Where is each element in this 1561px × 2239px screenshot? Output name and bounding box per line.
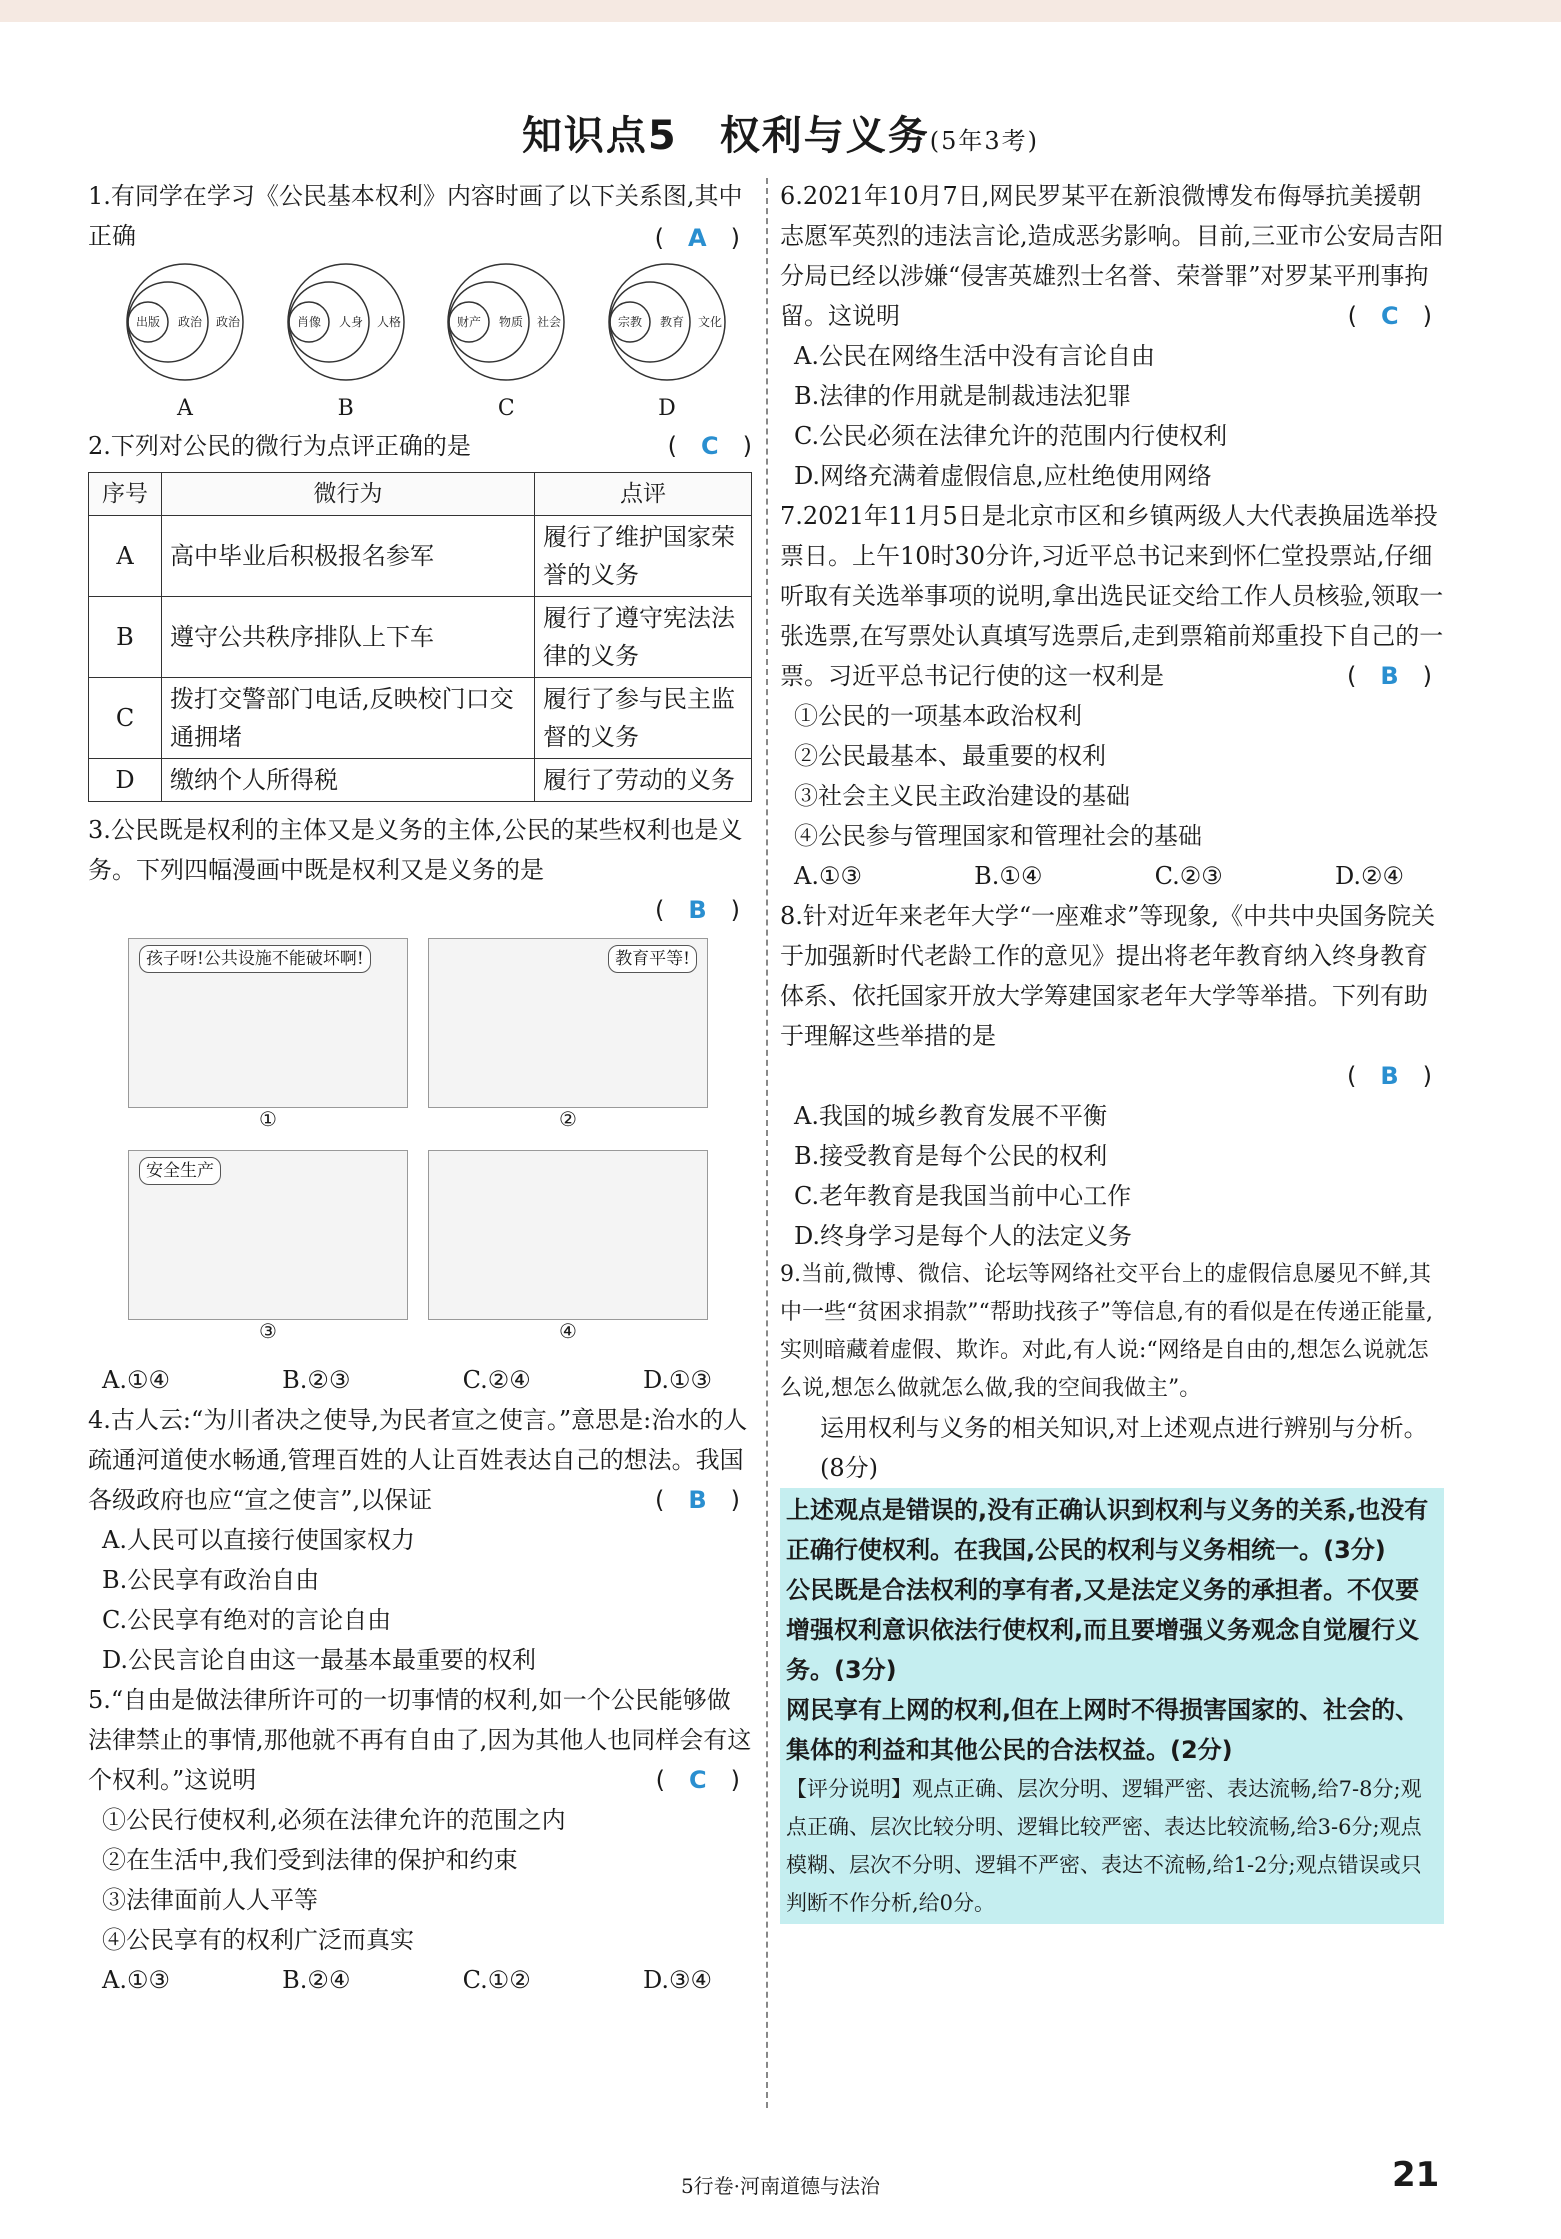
svg-text:文化: 文化 [697,315,722,329]
svg-text:政治: 政治 [177,315,203,329]
question-2 [88,426,752,802]
svg-text:出版: 出版 [135,315,161,329]
diagram-label: B [337,396,354,421]
page-subtitle: (5年3考) [929,127,1040,155]
cartoon-3 [128,1150,408,1356]
answer-badge: ( B ) [654,1486,740,1514]
nested-circles-icon [431,262,581,382]
nested-circles-icon [110,262,260,382]
answer-badge: ( C ) [655,1766,740,1794]
page-number: 21 [1392,2155,1440,2195]
speech-bubble: 孩子呀!公共设施不能破坏啊! [139,945,371,973]
cartoon-number: ① [259,1107,277,1131]
speech-bubble: 安全生产 [139,1157,221,1185]
grading-note: 【评分说明】观点正确、层次分明、逻辑严密、表达流畅,给7-8分;观点正确、层次比较分明、逻辑比较严密、表达比较流畅,给3-6分;观点模糊、层次不分明、逻辑不严密、表达不流畅,给1-2分;观点错误或只判断不作分析,给0分。 [786,1777,1422,1915]
svg-text:宗教: 宗教 [617,315,642,329]
question-stem: 3.公民既是权利的主体又是义务的主体,公民的某些权利也是义务。下列四幅漫画中既是权利又是义务的是 [88,816,743,884]
relation-diagrams [88,258,752,424]
cartoon-grid [88,930,708,1360]
question-stem: 9.当前,微博、微信、论坛等网络社交平台上的虚假信息屡见不鲜,其中一些“贫困求捐款”“帮助找孩子”等信息,有的看似是在传递正能量,实则暗藏着虚假、欺诈。对此,有人说:“网络是自由的,想怎么说就怎么说,想怎么做就怎么做,我的空间我做主”。 [780,1262,1433,1401]
question-stem: 4.古人云:“为川者决之使导,为民者宣之使言。”意思是:治水的人疏通河道使水畅通,管理百姓的人让百姓表达自己的想法。我国各级政府也应“宣之使言”,以保证 [88,1406,748,1514]
question-stem: 2.下列对公民的微行为点评正确的是 [88,432,471,460]
diagram-c [431,262,581,424]
diagram-b [271,262,421,424]
diagram-a [110,262,260,424]
cartoon-4 [428,1150,708,1356]
question-stem: 6.2021年10月7日,网民罗某平在新浪微博发布侮辱抗美援朝志愿军英烈的违法言论,造成恶劣影响。目前,三亚市公安局吉阳分局已经以涉嫌“侵害英雄烈士名誉、荣誉罪”对罗某平刑事拘留。这说明 [780,182,1444,330]
question-stem: 5.“自由是做法律所许可的一切事情的权利,如一个公民能够做法律禁止的事情,那他就不再有自由了,因为其他人也同样会有这个权利。”这说明 [88,1686,752,1794]
answer-paragraph: 上述观点是错误的,没有正确认识到权利与义务的关系,也没有正确行使权利。在我国,公民的权利与义务相统一。(3分) [786,1496,1429,1564]
answer-badge: ( B ) [654,896,740,924]
answer-highlight [780,1488,1444,1924]
cartoon-1 [128,938,408,1144]
question-stem: 8.针对近年来老年大学“一座难求”等现象,《中共中央国务院关于加强新时代老龄工作的意见》提出将老年教育纳入终身教育体系、依托国家开放大学筹建国家老年大学等举措。下列有助于理解这些举措的是 [780,902,1436,1050]
diagram-label: C [497,396,515,421]
cartoon-number: ③ [259,1319,277,1343]
answer-paragraph: 公民既是合法权利的享有者,又是法定义务的承担者。不仅要增强权利意识依法行使权利,而且要增强义务观念自觉履行义务。(3分) [786,1576,1420,1684]
svg-text:教育: 教育 [659,315,684,329]
svg-text:人身: 人身 [338,315,363,329]
diagram-label: A [177,396,193,421]
question-9 [780,1256,1444,1924]
answer-paragraph: 网民享有上网的权利,但在上网时不得损害国家的、社会的、集体的利益和其他公民的合法权益。(2分) [786,1696,1420,1764]
options-row: A.①③ B.①④ C.②③ D.②④ [794,862,1404,890]
svg-text:肖像: 肖像 [296,315,321,329]
answer-badge: ( C ) [1347,302,1432,330]
svg-text:政治: 政治 [215,315,241,329]
speech-bubble: 教育平等! [608,945,697,973]
answer-badge: ( B ) [1346,1062,1432,1090]
answer-badge: ( B ) [1346,662,1432,690]
svg-text:社会: 社会 [537,315,562,329]
svg-text:财产: 财产 [457,315,482,329]
nested-circles-icon [271,262,421,382]
answer-badge: ( C ) [667,432,752,460]
answer-badge: ( A ) [654,224,740,252]
task-prompt: 运用权利与义务的相关知识,对上述观点进行辨别与分析。(8分) [820,1414,1428,1482]
table-row: C 拨打交警部门电话,反映校门口交通拥堵 履行了参与民主监督的义务 [89,678,752,759]
options-row: A.①③ B.②④ C.①② D.③④ [102,1966,712,1994]
top-band [0,0,1561,22]
diagram-d [592,262,742,424]
question-stem: 1.有同学在学习《公民基本权利》内容时画了以下关系图,其中正确 [88,182,743,250]
question-4: 4.古人云:“为川者决之使导,为民者宣之使言。”意思是:治水的人疏通河道使水畅通,管理百姓的人让百姓表达自己的想法。我国各级政府也应“宣之使言”,以保证 ( B ) A.人民可以直接行使国家权力 B.公民享有政治自由 C.公民享有绝对的言论自由 D.公民言论自由这一最基本最重要的权利 [88,1400,752,1680]
svg-text:物质: 物质 [499,315,524,329]
svg-text:人格: 人格 [376,315,401,329]
table-row: A 高中毕业后积极报名参军 履行了维护国家荣誉的义务 [89,516,752,597]
question-5: 5.“自由是做法律所许可的一切事情的权利,如一个公民能够做法律禁止的事情,那他就不再有自由了,因为其他人也同样会有这个权利。”这说明 ( C ) ①公民行使权利,必须在法律允许的范围之内 ②在生活中,我们受到法律的保护和约束 ③法律面前人人平等 ④公民享有的权利广泛而真实 A.①③ B.②④ C.①② D.③④ [88,1680,752,2000]
right-column [780,176,1444,1924]
page-title: 知识点5 权利与义务(5年3考) [521,113,1040,159]
cartoon-number: ② [559,1107,577,1131]
question-7: 7.2021年11月5日是北京市区和乡镇两级人大代表换届选举投票日。上午10时30分许,习近平总书记来到怀仁堂投票站,仔细听取有关选举事项的说明,拿出选民证交给工作人员核验,领取一张选票,在写票处认真填写选票后,走到票箱前郑重投下自己的一票。习近平总书记行使的这一权利是 ( B ) ①公民的一项基本政治权利 ②公民最基本、最重要的权利 ③社会主义民主政治建设的基础 ④公民参与管理国家和管理社会的基础 A.①③ B.①④ C.②③ D.②④ [780,496,1444,896]
question-8: 8.针对近年来老年大学“一座难求”等现象,《中共中央国务院关于加强新时代老龄工作的意见》提出将老年教育纳入终身教育体系、依托国家开放大学筹建国家老年大学等举措。下列有助于理解这些举措的是 ( B ) A.我国的城乡教育发展不平衡 B.接受教育是每个公民的权利 C.老年教育是我国当前中心工作 D.终身学习是每个人的法定义务 [780,896,1444,1256]
question-stem: 7.2021年11月5日是北京市区和乡镇两级人大代表换届选举投票日。上午10时30分许,习近平总书记来到怀仁堂投票站,仔细听取有关选举事项的说明,拿出选民证交给工作人员核验,领取一张选票,在写票处认真填写选票后,走到票箱前郑重投下自己的一票。习近平总书记行使的这一权利是 [780,502,1444,690]
question-1 [88,176,752,424]
diagram-label: D [658,396,676,421]
options-row: A.①④ B.②③ C.②④ D.①③ [102,1366,712,1394]
table-row: D 缴纳个人所得税 履行了劳动的义务 [89,759,752,802]
cartoon-number: ④ [559,1319,577,1343]
left-column [88,176,752,2000]
column-divider [766,178,768,2108]
nested-circles-icon [592,262,742,382]
question-3 [88,810,752,1400]
question-6: 6.2021年10月7日,网民罗某平在新浪微博发布侮辱抗美援朝志愿军英烈的违法言论,造成恶劣影响。目前,三亚市公安局吉阳分局已经以涉嫌“侵害英雄烈士名誉、荣誉罪”对罗某平刑事拘留。这说明 ( C ) A.公民在网络生活中没有言论自由 B.法律的作用就是制裁违法犯罪 C.公民必须在法律允许的范围内行使权利 D.网络充满着虚假信息,应杜绝使用网络 [780,176,1444,496]
table-header: 序号 微行为 点评 [89,473,752,516]
table-row: B 遵守公共秩序排队上下车 履行了遵守宪法法律的义务 [89,597,752,678]
cartoon-2 [428,938,708,1144]
behavior-table [88,472,752,802]
footer-text: 5行卷·河南道德与法治 [680,2174,881,2198]
